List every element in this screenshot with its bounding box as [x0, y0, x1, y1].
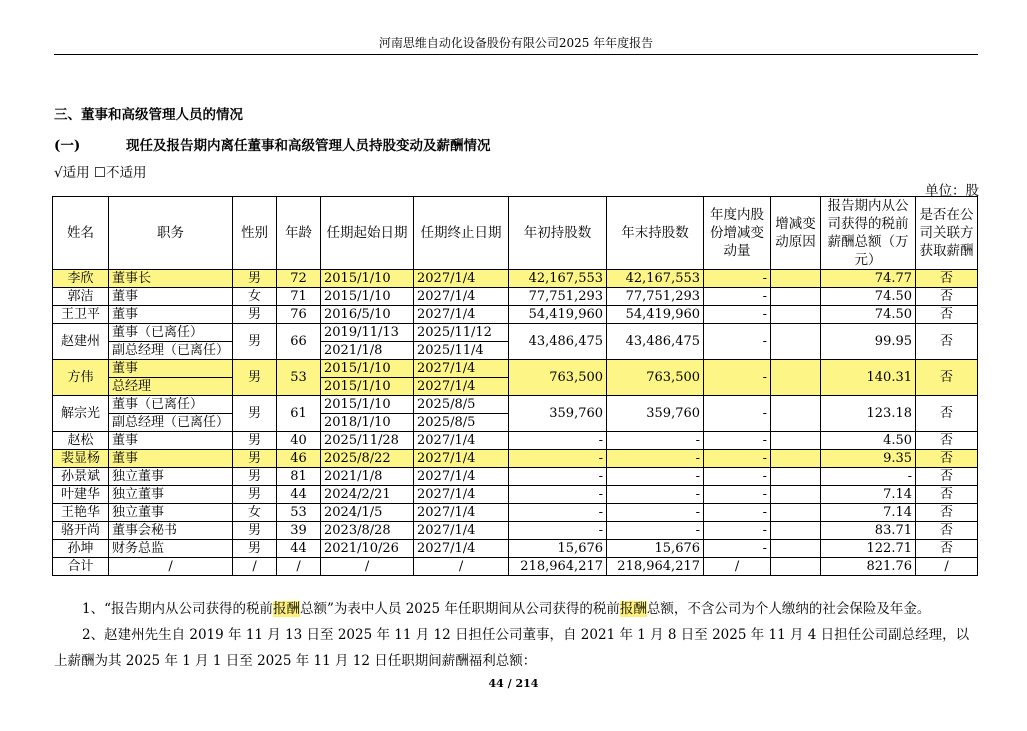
cell-gender: 男 — [233, 396, 277, 432]
col-header: 年初持股数 — [509, 197, 607, 270]
cell-age: 71 — [277, 288, 321, 306]
cell-end-shares: - — [607, 486, 704, 504]
cell-related: 否 — [916, 468, 978, 486]
cell-end-shares: 43,486,475 — [607, 324, 704, 360]
cell-name: 李欣 — [53, 270, 109, 288]
cell-end-shares: 54,419,960 — [607, 306, 704, 324]
cell-pay: 123.18 — [821, 396, 916, 432]
highlighted-term: 报酬 — [273, 601, 300, 617]
total-begin-shares: 218,964,217 — [509, 558, 607, 576]
subsection-number: (一) — [54, 138, 81, 154]
cell-change: - — [704, 270, 771, 288]
cell-title: 董事 — [109, 306, 233, 324]
col-header: 年末持股数 — [607, 197, 704, 270]
col-header: 年龄 — [277, 197, 321, 270]
cell-pay: 74.77 — [821, 270, 916, 288]
cell-gender: 男 — [233, 522, 277, 540]
cell-reason — [771, 360, 821, 396]
table-row — [53, 360, 978, 378]
cell-name: 王艳华 — [53, 504, 109, 522]
table-row — [53, 540, 978, 558]
cell-pay: 9.35 — [821, 450, 916, 468]
total-row — [53, 558, 978, 576]
cell-start-date: 2024/1/5 — [321, 504, 414, 522]
cell-end-shares: 15,676 — [607, 540, 704, 558]
cell-reason — [771, 396, 821, 432]
subsection-text: 现任及报告期内离任董事和高级管理人员持股变动及薪酬情况 — [126, 138, 491, 154]
col-header: 姓名 — [53, 197, 109, 270]
cell-gender: 女 — [233, 288, 277, 306]
table-row — [53, 522, 978, 540]
cell-end-shares: - — [607, 432, 704, 450]
cell-start-date: 2025/8/22 — [321, 450, 414, 468]
total-related: / — [916, 558, 978, 576]
applicability-line: √适用 ☐不适用 — [54, 165, 147, 181]
unit-label: 单位：股 — [925, 183, 979, 199]
page-number: 44 / 214 — [488, 677, 539, 690]
cell-change: - — [704, 396, 771, 432]
cell-pay: 83.71 — [821, 522, 916, 540]
total-age: / — [277, 558, 321, 576]
cell-name: 孙景斌 — [53, 468, 109, 486]
cell-end-shares: 77,751,293 — [607, 288, 704, 306]
cell-end-date: 2025/11/12 — [414, 324, 509, 342]
cell-pay: 7.14 — [821, 504, 916, 522]
cell-name: 郭洁 — [53, 288, 109, 306]
table-row — [53, 306, 978, 324]
cell-age: 66 — [277, 324, 321, 360]
cell-end-shares: 359,760 — [607, 396, 704, 432]
cell-start-date: 2023/8/28 — [321, 522, 414, 540]
cell-gender: 男 — [233, 468, 277, 486]
cell-name: 赵建州 — [53, 324, 109, 360]
cell-start-date: 2024/2/21 — [321, 486, 414, 504]
cell-begin-shares: 42,167,553 — [509, 270, 607, 288]
cell-change: - — [704, 324, 771, 360]
cell-age: 44 — [277, 486, 321, 504]
cell-gender: 男 — [233, 486, 277, 504]
cell-end-date: 2027/1/4 — [414, 522, 509, 540]
cell-end-date: 2025/8/5 — [414, 396, 509, 414]
cell-age: 81 — [277, 468, 321, 486]
cell-name: 王卫平 — [53, 306, 109, 324]
cell-start-date: 2021/1/8 — [321, 342, 414, 360]
cell-pay: 74.50 — [821, 288, 916, 306]
cell-pay: 122.71 — [821, 540, 916, 558]
cell-end-date: 2025/11/4 — [414, 342, 509, 360]
total-end-shares: 218,964,217 — [607, 558, 704, 576]
cell-start-date: 2015/1/10 — [321, 270, 414, 288]
cell-end-date: 2027/1/4 — [414, 486, 509, 504]
cell-name: 骆开尚 — [53, 522, 109, 540]
col-header: 性别 — [233, 197, 277, 270]
footnote-1: 1、“报告期内从公司获得的税前报酬总额”为表中人员 2025 年任职期间从公司获得的税前报酬总额，不含公司为个人缴纳的社会保险及年金。 — [82, 601, 931, 617]
cell-related: 否 — [916, 432, 978, 450]
cell-gender: 男 — [233, 360, 277, 396]
cell-related: 否 — [916, 324, 978, 360]
cell-start-date: 2021/1/8 — [321, 468, 414, 486]
cell-reason — [771, 306, 821, 324]
cell-title: 董事会秘书 — [109, 522, 233, 540]
cell-reason — [771, 504, 821, 522]
cell-title: 财务总监 — [109, 540, 233, 558]
table-row — [53, 396, 978, 414]
cell-end-shares: - — [607, 504, 704, 522]
highlighted-term: 报酬 — [619, 601, 647, 617]
cell-reason — [771, 450, 821, 468]
cell-change: - — [704, 468, 771, 486]
cell-start-date: 2015/1/10 — [321, 288, 414, 306]
table-row — [53, 270, 978, 288]
cell-change: - — [704, 504, 771, 522]
cell-end-date: 2027/1/4 — [414, 378, 509, 396]
total-change: / — [704, 558, 771, 576]
cell-related: 否 — [916, 540, 978, 558]
cell-name: 方伟 — [53, 360, 109, 396]
cell-pay: - — [821, 468, 916, 486]
cell-start-date: 2025/11/28 — [321, 432, 414, 450]
cell-age: 44 — [277, 540, 321, 558]
col-header: 职务 — [109, 197, 233, 270]
cell-age: 53 — [277, 504, 321, 522]
cell-end-date: 2027/1/4 — [414, 450, 509, 468]
cell-begin-shares: 359,760 — [509, 396, 607, 432]
cell-end-date: 2027/1/4 — [414, 270, 509, 288]
cell-title: 副总经理（已离任） — [109, 342, 233, 360]
cell-title: 董事 — [109, 288, 233, 306]
cell-end-shares: - — [607, 450, 704, 468]
table-row — [53, 504, 978, 522]
cell-gender: 男 — [233, 324, 277, 360]
cell-reason — [771, 432, 821, 450]
cell-gender: 男 — [233, 540, 277, 558]
cell-end-date: 2025/8/5 — [414, 414, 509, 432]
cell-pay: 7.14 — [821, 486, 916, 504]
table-row — [53, 450, 978, 468]
total-start: / — [321, 558, 414, 576]
cell-start-date: 2021/10/26 — [321, 540, 414, 558]
cell-title: 独立董事 — [109, 504, 233, 522]
cell-begin-shares: - — [509, 504, 607, 522]
total-reason — [771, 558, 821, 576]
cell-change: - — [704, 306, 771, 324]
cell-end-date: 2027/1/4 — [414, 540, 509, 558]
cell-begin-shares: - — [509, 432, 607, 450]
cell-title: 董事 — [109, 450, 233, 468]
cell-begin-shares: - — [509, 468, 607, 486]
cell-end-shares: - — [607, 522, 704, 540]
cell-related: 否 — [916, 288, 978, 306]
cell-age: 72 — [277, 270, 321, 288]
cell-change: - — [704, 486, 771, 504]
cell-related: 否 — [916, 306, 978, 324]
running-header: 河南思维自动化设备股份有限公司2025 年年度报告 — [54, 34, 978, 55]
cell-gender: 男 — [233, 432, 277, 450]
col-header: 任期终止日期 — [414, 197, 509, 270]
cell-reason — [771, 288, 821, 306]
cell-start-date: 2018/1/10 — [321, 414, 414, 432]
cell-name: 裴显杨 — [53, 450, 109, 468]
table-row — [53, 324, 978, 342]
cell-end-date: 2027/1/4 — [414, 432, 509, 450]
cell-end-shares: - — [607, 468, 704, 486]
cell-related: 否 — [916, 396, 978, 432]
cell-start-date: 2015/1/10 — [321, 360, 414, 378]
cell-start-date: 2016/5/10 — [321, 306, 414, 324]
executive-shareholding-table — [52, 196, 978, 576]
cell-change: - — [704, 522, 771, 540]
total-title: / — [109, 558, 233, 576]
cell-gender: 女 — [233, 504, 277, 522]
col-header: 报告期内从公司获得的税前薪酬总额（万元） — [821, 197, 916, 270]
total-end: / — [414, 558, 509, 576]
cell-title: 副总经理（已离任） — [109, 414, 233, 432]
cell-name: 解宗光 — [53, 396, 109, 432]
cell-reason — [771, 486, 821, 504]
cell-related: 否 — [916, 450, 978, 468]
cell-reason — [771, 324, 821, 360]
cell-end-date: 2027/1/4 — [414, 504, 509, 522]
subsection-title — [54, 134, 491, 154]
cell-reason — [771, 540, 821, 558]
cell-start-date: 2015/1/10 — [321, 396, 414, 414]
cell-age: 61 — [277, 396, 321, 432]
cell-title: 董事（已离任） — [109, 324, 233, 342]
cell-begin-shares: 43,486,475 — [509, 324, 607, 360]
cell-name: 赵松 — [53, 432, 109, 450]
cell-gender: 男 — [233, 450, 277, 468]
cell-begin-shares: 77,751,293 — [509, 288, 607, 306]
cell-title: 董事 — [109, 432, 233, 450]
table-row — [53, 486, 978, 504]
cell-end-shares: 763,500 — [607, 360, 704, 396]
cell-change: - — [704, 432, 771, 450]
cell-age: 53 — [277, 360, 321, 396]
cell-pay: 4.50 — [821, 432, 916, 450]
total-label: 合计 — [53, 558, 109, 576]
cell-age: 40 — [277, 432, 321, 450]
cell-age: 46 — [277, 450, 321, 468]
cell-begin-shares: - — [509, 522, 607, 540]
table-row — [53, 468, 978, 486]
cell-end-date: 2027/1/4 — [414, 306, 509, 324]
cell-title: 董事（已离任） — [109, 396, 233, 414]
cell-begin-shares: 15,676 — [509, 540, 607, 558]
col-header: 任期起始日期 — [321, 197, 414, 270]
cell-begin-shares: 763,500 — [509, 360, 607, 396]
cell-related: 否 — [916, 486, 978, 504]
cell-change: - — [704, 360, 771, 396]
table-row — [53, 432, 978, 450]
cell-change: - — [704, 288, 771, 306]
cell-gender: 男 — [233, 270, 277, 288]
footnote-2: 2、赵建州先生自 2019 年 11 月 13 日至 2025 年 11 月 12 日担任公司董事，自 2021 年 1 月 8 日至 2025 年 11 月 4 日担任公司副总经理，以上薪酬为其 2025 年 1 月 1 日至 2025 年 11 月 12 日任职期间薪酬福利总额： — [54, 627, 970, 669]
cell-end-date: 2027/1/4 — [414, 288, 509, 306]
table-row — [53, 288, 978, 306]
cell-title: 董事长 — [109, 270, 233, 288]
section-title: 三、董事和高级管理人员的情况 — [54, 107, 243, 123]
cell-reason — [771, 468, 821, 486]
cell-title: 董事 — [109, 360, 233, 378]
cell-change: - — [704, 540, 771, 558]
cell-pay: 140.31 — [821, 360, 916, 396]
cell-reason — [771, 270, 821, 288]
cell-title: 总经理 — [109, 378, 233, 396]
table-header-row — [53, 197, 978, 270]
cell-start-date: 2015/1/10 — [321, 378, 414, 396]
cell-age: 76 — [277, 306, 321, 324]
cell-gender: 男 — [233, 306, 277, 324]
cell-begin-shares: - — [509, 486, 607, 504]
cell-pay: 99.95 — [821, 324, 916, 360]
cell-related: 否 — [916, 522, 978, 540]
cell-end-shares: 42,167,553 — [607, 270, 704, 288]
col-header: 增减变动原因 — [771, 197, 821, 270]
cell-reason — [771, 522, 821, 540]
col-header: 是否在公司关联方获取薪酬 — [916, 197, 978, 270]
total-gender: / — [233, 558, 277, 576]
cell-end-date: 2027/1/4 — [414, 360, 509, 378]
cell-title: 独立董事 — [109, 486, 233, 504]
col-header: 年度内股份增减变动量 — [704, 197, 771, 270]
cell-pay: 74.50 — [821, 306, 916, 324]
cell-begin-shares: 54,419,960 — [509, 306, 607, 324]
cell-related: 否 — [916, 360, 978, 396]
cell-begin-shares: - — [509, 450, 607, 468]
cell-age: 39 — [277, 522, 321, 540]
cell-start-date: 2019/11/13 — [321, 324, 414, 342]
cell-end-date: 2027/1/4 — [414, 468, 509, 486]
cell-related: 否 — [916, 504, 978, 522]
cell-name: 孙坤 — [53, 540, 109, 558]
total-pay: 821.76 — [821, 558, 916, 576]
cell-related: 否 — [916, 270, 978, 288]
cell-title: 独立董事 — [109, 468, 233, 486]
cell-change: - — [704, 450, 771, 468]
cell-name: 叶建华 — [53, 486, 109, 504]
